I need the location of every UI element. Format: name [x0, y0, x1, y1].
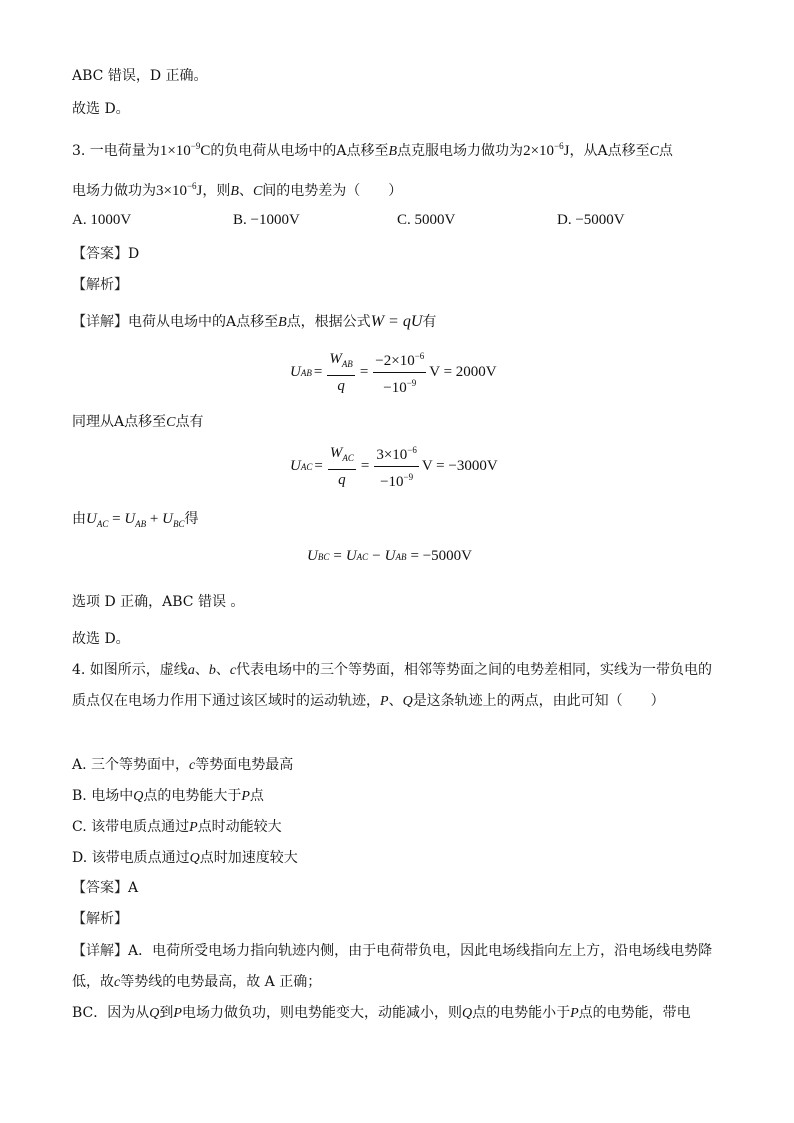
q4-detail-text: BC．因为从	[72, 1005, 150, 1021]
q3-text: 得	[184, 511, 199, 527]
eq-subscript: AC	[300, 461, 313, 472]
eq-subscript: AB	[300, 367, 312, 378]
q3-text: 点有	[175, 414, 204, 430]
relation-formula: $U_{AC} = U_{AB} + U_{BC}$	[86, 511, 185, 529]
q3-text: 的负电荷从电场中的	[210, 143, 337, 159]
eq-number: −10	[383, 380, 407, 396]
q4-var: b	[208, 663, 216, 678]
eq-subscript: AC	[356, 551, 369, 562]
q3-charge-coef: 1×10	[159, 143, 191, 159]
q3-stem-line-2	[72, 176, 402, 202]
eq-exponent: −9	[403, 472, 414, 482]
q4-text: B. 电场中	[72, 788, 134, 804]
q4-option-c	[72, 817, 282, 838]
eq-symbol: W	[329, 444, 343, 461]
q4-text: 、	[215, 662, 230, 678]
q3-point: A	[114, 414, 125, 430]
q3-point: B	[230, 184, 239, 199]
eq-symbol: U	[124, 511, 136, 527]
q3-point: C	[649, 144, 659, 159]
q3-work1-unit: J	[563, 143, 570, 159]
eq-number: −10	[380, 474, 404, 490]
eq-fraction	[328, 445, 356, 489]
q3-work2-exp: −6	[186, 181, 197, 191]
eq-exponent: −9	[406, 378, 417, 388]
eq-symbol: U	[290, 364, 301, 380]
q4-var: a	[187, 663, 195, 678]
q4-var: P	[380, 694, 389, 709]
eq-fraction	[327, 351, 355, 395]
q3-point: A	[226, 314, 237, 330]
eq-exponent: −6	[414, 351, 425, 361]
analysis-label: 【解析】	[72, 911, 128, 927]
q3-detail-text: 点，根据公式	[286, 314, 371, 330]
q4-text: 是这条轨迹上的两点，由此可知（ ）	[412, 693, 665, 709]
q4-text: C. 该带电质点通过	[72, 819, 190, 835]
q4-text: 4. 如图所示，虚线	[72, 662, 188, 678]
analysis-label: 【解析】	[72, 277, 128, 293]
q3-detail-line	[72, 312, 436, 333]
q4-detail-line-3	[72, 1003, 691, 1024]
equation-uab: U AB = $\frac{W_{AB}}{q}$ = $\frac{-2\times 10^{-6}}{-10^{-9}}$ V = 2000V	[290, 348, 497, 397]
q4-detail-line-2	[72, 972, 321, 993]
eq-subscript: AC	[96, 519, 109, 529]
eq-result: V = 2000V	[429, 364, 497, 380]
q4-var: Q	[189, 851, 200, 866]
q3-text: ，则	[202, 183, 231, 199]
eq-result: V = −3000V	[421, 458, 498, 474]
intro-line-1	[72, 66, 208, 86]
q4-var: c	[189, 758, 196, 773]
q3-same-line	[72, 412, 203, 433]
q4-text: 、	[388, 693, 403, 709]
q4-detail-text: 点的电势能，带电	[578, 1005, 691, 1021]
detail-label: 【详解】	[72, 943, 128, 959]
q3-text: 点克服电场力做功为	[397, 143, 524, 159]
q3-relation-line	[72, 509, 199, 534]
q4-text: 等势面电势最高	[195, 757, 294, 773]
q4-var: Q	[149, 1006, 160, 1021]
q4-analysis-label	[72, 909, 128, 929]
answer-label: 【答案】	[72, 246, 128, 262]
q3-point: B	[388, 144, 398, 159]
q3-work1-coef: 2×10	[523, 143, 555, 159]
q3-stem-line-1	[72, 136, 673, 162]
eq-symbol: U	[384, 548, 396, 564]
equation-ubc: U BC = U AC − U AB = −5000V	[307, 548, 473, 564]
q3-work2-unit: J	[196, 183, 203, 199]
eq-subscript: BC	[172, 519, 185, 529]
eq-result: = −5000V	[410, 548, 473, 564]
q3-detail-text: 点移至	[236, 314, 279, 330]
q4-detail-text: 低，故	[72, 974, 114, 990]
q3-point: B	[278, 315, 287, 330]
eq-subscript: AB	[395, 551, 407, 562]
q4-answer	[72, 878, 138, 898]
q3-text: 同理从	[72, 414, 114, 430]
q3-detail-text: 有	[422, 314, 437, 330]
q3-charge-unit: C	[200, 143, 211, 159]
eq-symbol: U	[290, 458, 301, 474]
q3-point: A	[597, 143, 608, 159]
q3-analysis-label	[72, 275, 128, 295]
eq-symbol: W	[329, 350, 342, 367]
q4-option-d	[72, 848, 298, 869]
eq-subscript: BC	[317, 551, 330, 562]
eq-symbol: U	[307, 548, 318, 564]
q3-formula: W = qU	[370, 313, 423, 330]
q3-text: 点移至	[607, 143, 650, 159]
q3-choose	[72, 629, 130, 649]
eq-subscript: AB	[341, 358, 353, 369]
q4-option-b	[72, 786, 264, 807]
q3-answer	[72, 244, 139, 264]
q4-text: 点的电势能大于	[143, 788, 242, 804]
q3-text: 点移至	[124, 414, 167, 430]
q4-var: Q	[402, 694, 413, 709]
q4-text: 点	[249, 788, 264, 804]
q4-text: D. 该带电质点通过	[72, 850, 190, 866]
q3-text: 点	[658, 143, 673, 159]
q4-var: Q	[133, 789, 144, 804]
q3-text: 3. 一电荷量为	[72, 143, 160, 159]
q3-text: 点移至	[346, 143, 389, 159]
q4-var: c	[114, 975, 121, 990]
q4-text: 、	[194, 662, 209, 678]
eq-subscript: AC	[342, 452, 354, 463]
q3-option-d: D. −5000V	[557, 212, 625, 228]
eq-number: 3×10	[376, 447, 408, 463]
q4-option-a	[72, 755, 293, 776]
q3-point: C	[252, 184, 263, 199]
q3-text: 由	[72, 511, 86, 527]
q4-text: 质点仅在电场力作用下通过该区域时的运动轨迹，	[72, 693, 380, 709]
q3-text: ，从	[569, 143, 598, 159]
answer-value: A	[128, 880, 139, 896]
intro-line-2	[72, 99, 130, 119]
q3-charge	[160, 143, 211, 159]
q3-option-c: C. 5000V	[397, 212, 456, 228]
q3-charge-exp: −9	[190, 141, 201, 151]
q3-point: A	[336, 143, 347, 159]
eq-symbol: q	[338, 471, 346, 488]
q4-detail-text: 等势线的电势最高，故 A 正确；	[120, 974, 322, 990]
eq-symbol: U	[345, 548, 357, 564]
eq-number: −2×10	[375, 353, 415, 369]
q3-text: 、	[238, 183, 253, 199]
q4-var: P	[189, 820, 198, 835]
q4-detail-text: 电场力做负功，则电势能变大，动能减小，则	[181, 1005, 462, 1021]
q3-text: 电场力做功为	[72, 183, 156, 199]
q4-text: 代表电场中的三个等势面，相邻等势面之间的电势差相同，实线为一带负电的	[236, 662, 713, 678]
detail-label: 【详解】	[72, 314, 128, 330]
q4-stem-line-1	[72, 660, 712, 681]
intro-text-2: 故选 D。	[72, 101, 130, 117]
q3-text: 间的电势差为（ ）	[262, 183, 403, 199]
q4-detail-text: A．电荷所受电场力指向轨迹内侧，由于电荷带负电，因此电场线指向左上方，沿电场线电势降	[128, 943, 713, 959]
q4-detail-text: 到	[159, 1005, 174, 1021]
q3-conclusion	[72, 592, 244, 612]
q3-text: 故选 D。	[72, 631, 130, 647]
eq-symbol: q	[337, 377, 345, 394]
q3-detail-text: 电荷从电场中的	[128, 314, 226, 330]
q3-work2	[156, 183, 202, 199]
q3-work2-coef: 3×10	[156, 183, 187, 199]
q3-option-b: B. −1000V	[233, 212, 300, 228]
q4-var: Q	[461, 1006, 473, 1021]
eq-fraction	[373, 348, 426, 397]
q4-text: A. 三个等势面中，	[72, 757, 190, 773]
eq-subscript: AB	[135, 519, 147, 529]
answer-label: 【答案】	[72, 880, 128, 896]
q4-text: 点时加速度较大	[199, 850, 298, 866]
q3-option-a: A. 1000V	[72, 212, 132, 228]
eq-symbol: U	[162, 511, 173, 527]
eq-exponent: −6	[407, 445, 417, 455]
q3-point: C	[166, 415, 176, 430]
q4-var: P	[173, 1006, 182, 1021]
eq-symbol: U	[86, 511, 97, 527]
q4-var: c	[229, 663, 237, 678]
q3-work1-exp: −6	[554, 141, 564, 151]
answer-value: D	[128, 246, 140, 262]
q4-var: P	[570, 1006, 579, 1021]
q4-text: 点时动能较大	[197, 819, 282, 835]
equation-uac: U AC = $\frac{W_{AC}}{q}$ = $\frac{3\times 10^{-6}}{-10^{-9}}$ V = −3000V	[290, 442, 498, 491]
eq-fraction	[374, 442, 419, 491]
q3-text: 选项 D 正确，ABC 错误 。	[72, 594, 245, 610]
intro-text-1: ABC 错误，D 正确。	[72, 68, 208, 84]
q4-detail-text: 点的电势能小于	[472, 1005, 571, 1021]
q4-stem-line-2	[72, 691, 665, 712]
q4-detail-line-1	[72, 941, 712, 961]
q4-var: P	[241, 789, 250, 804]
q3-work1	[523, 143, 569, 159]
